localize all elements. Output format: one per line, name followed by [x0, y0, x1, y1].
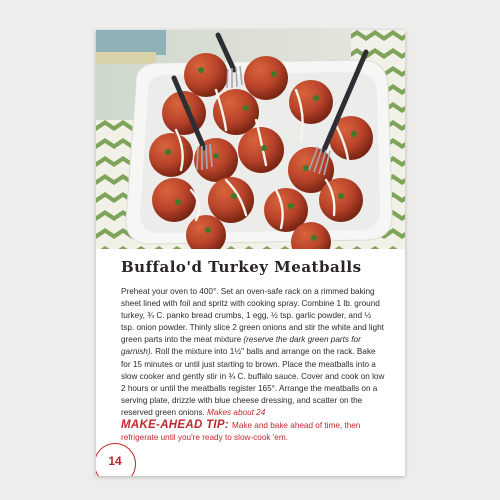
instructions-part-1: Preheat your oven to 400°. Set an oven-safe rack on a rimmed baking sheet lined with foil and spritz with cooking spray. Combine 1 lb. ground turkey, ¾ C. panko bread crumbs, 1 egg, ½ tsp. garlic powder, and ½ tsp. onion powder. Thinly slice 2 green onions and stir the white and light green parts into the meat mixture — [121, 287, 384, 345]
recipe-card — [96, 30, 405, 476]
make-ahead-tip — [121, 419, 391, 444]
tip-text: Make and bake ahead of time, then refrigerate until you're ready to slow-cook 'em. — [121, 421, 361, 442]
recipe-title: Buffalo'd Turkey Meatballs — [121, 258, 362, 276]
instructions-garnish-note: (reserve the dark green parts for garnish). — [121, 335, 361, 357]
page-number: 14 — [108, 454, 122, 468]
instructions-part-2: Roll the mixture into 1½" balls and arrange on the rack. Bake for 15 minutes or until just starting to brown. Place the meatballs into a slow cooker and gently stir in ¾ C. buffalo sauce. Cover and cook on low 2 hours or until the meatballs register 165°. Arrange the meatballs on a serving plate, drizzle with blue cheese dressing, and scatter on the reserved green onions. — [121, 347, 385, 417]
tip-label: MAKE-AHEAD TIP: — [121, 419, 229, 431]
meatballs-photo — [96, 30, 405, 249]
recipe-yield: Makes about 24 — [207, 407, 266, 417]
recipe-instructions — [121, 286, 385, 419]
